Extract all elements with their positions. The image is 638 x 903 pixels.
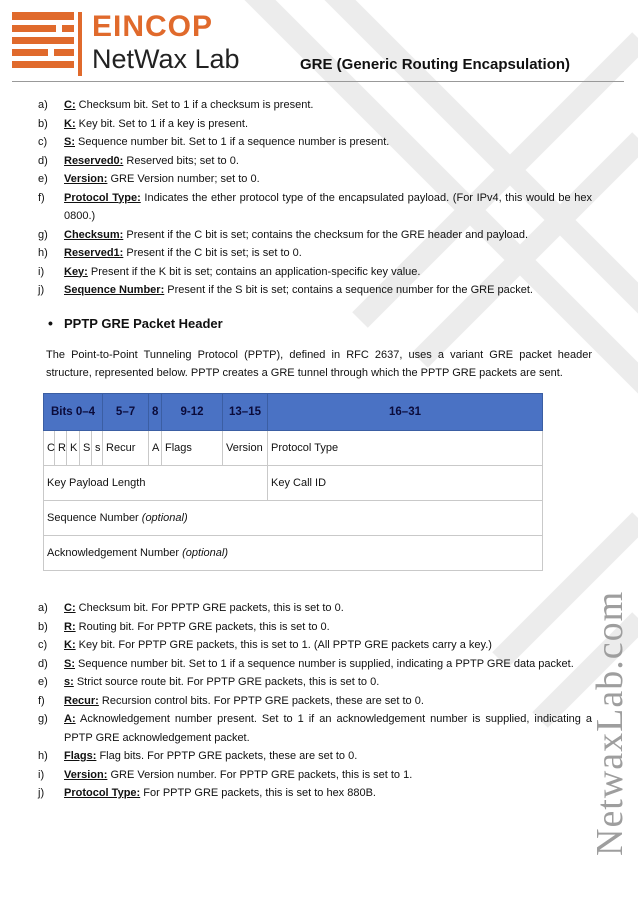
list-item: a) C: Checksum bit. Set to 1 if a checksum is present. — [38, 99, 314, 111]
list-item: j) Protocol Type: For PPTP GRE packets, this is set to hex 880B. — [38, 787, 376, 799]
table-header-cell: 5–7 — [103, 394, 149, 431]
table-cell: R — [55, 431, 67, 466]
list-item: c) S: Sequence number bit. Set to 1 if a sequence number is present. — [38, 136, 390, 148]
table-cell: Key Payload Length — [44, 466, 268, 501]
list-item: d) S: Sequence number bit. Set to 1 if a sequence number is supplied, indicating a PPTP GRE data packet. — [38, 657, 574, 670]
table-cell: C — [44, 431, 55, 466]
table-cell: Version — [223, 431, 268, 466]
list-item: d) Reserved0: Reserved bits; set to 0. — [38, 154, 239, 167]
pptp-gre-header-table — [43, 393, 543, 571]
list-item: h) Flags: Flag bits. For PPTP GRE packets, these are set to 0. — [38, 750, 358, 762]
list-item: g) Checksum: Present if the C bit is set; contains the checksum for the GRE header and payload. — [38, 228, 529, 241]
table-header-row — [44, 394, 543, 431]
list-item: c) K: Key bit. For PPTP GRE packets, this is set to 1. (All PPTP GRE packets carry a key.) — [38, 639, 492, 651]
table-cell: A — [149, 431, 162, 466]
table-row — [44, 501, 543, 536]
list-item: a) C: Checksum bit. For PPTP GRE packets, this is set to 0. — [38, 602, 344, 614]
list-item: h) Reserved1: Present if the C bit is set; is set to 0. — [38, 247, 302, 259]
table-row — [44, 536, 543, 571]
header-divider — [12, 81, 624, 82]
list-item: b) R: Routing bit. For PPTP GRE packets, this is set to 0. — [38, 620, 330, 633]
gre-fields-list — [38, 96, 592, 300]
list-item: i) Version: GRE Version number. For PPTP GRE packets, this is set to 1. — [38, 768, 413, 781]
table-cell: Key Call ID — [268, 466, 543, 501]
table-cell: S — [80, 431, 92, 466]
table-header-cell: Bits 0–4 — [44, 394, 103, 431]
list-item: b) K: Key bit. Set to 1 if a key is present. — [38, 117, 249, 130]
table-header-cell: 16–31 — [268, 394, 543, 431]
table-row — [44, 431, 543, 466]
brand-name-top: EINCOP — [92, 10, 214, 43]
company-logo-icon — [12, 12, 82, 76]
table-row — [44, 466, 543, 501]
list-item: j) Sequence Number: Present if the S bit is set; contains a sequence number for the GRE packet. — [38, 284, 533, 296]
table-cell: Protocol Type — [268, 431, 543, 466]
section-paragraph: The Point-to-Point Tunneling Protocol (PPTP), defined in RFC 2637, uses a variant GRE packet header structure, represented below. PPTP creates a GRE tunnel through which the PPTP GRE packets are sent. — [46, 349, 592, 379]
page-title: GRE (Generic Routing Encapsulation) — [300, 56, 571, 73]
section-heading: • PPTP GRE Packet Header — [48, 315, 223, 331]
table-cell: s — [92, 431, 103, 466]
bullet-icon: • — [48, 315, 53, 331]
pptp-fields-list — [38, 599, 592, 803]
table-cell: Sequence Number (optional) — [44, 501, 543, 536]
brand-name-bottom: NetWax Lab — [92, 44, 240, 74]
list-item: f) Protocol Type: Indicates the ether protocol type of the encapsulated payload. (For IPv4, this would be hex 0800.) — [38, 191, 592, 222]
table-header-cell: 13–15 — [223, 394, 268, 431]
table-header-cell: 9-12 — [162, 394, 223, 431]
list-item: e) s: Strict source route bit. For PPTP GRE packets, this is set to 0. — [38, 676, 380, 688]
table-cell: K — [67, 431, 80, 466]
watermark-text: NetwaxLab.com — [589, 590, 631, 856]
list-item: i) Key: Present if the K bit is set; contains an application-specific key value. — [38, 265, 421, 278]
table-header-cell: 8 — [149, 394, 162, 431]
list-item: e) Version: GRE Version number; set to 0. — [38, 173, 260, 185]
table-cell: Recur — [103, 431, 149, 466]
table-cell: Flags — [162, 431, 223, 466]
table-cell: Acknowledgement Number (optional) — [44, 536, 543, 571]
list-item: f) Recur: Recursion control bits. For PPTP GRE packets, these are set to 0. — [38, 694, 424, 707]
list-item: g) A: Acknowledgement number present. Set to 1 if an acknowledgement number is supplied, indicating a PPTP GRE acknowledgement packet. — [38, 713, 592, 744]
